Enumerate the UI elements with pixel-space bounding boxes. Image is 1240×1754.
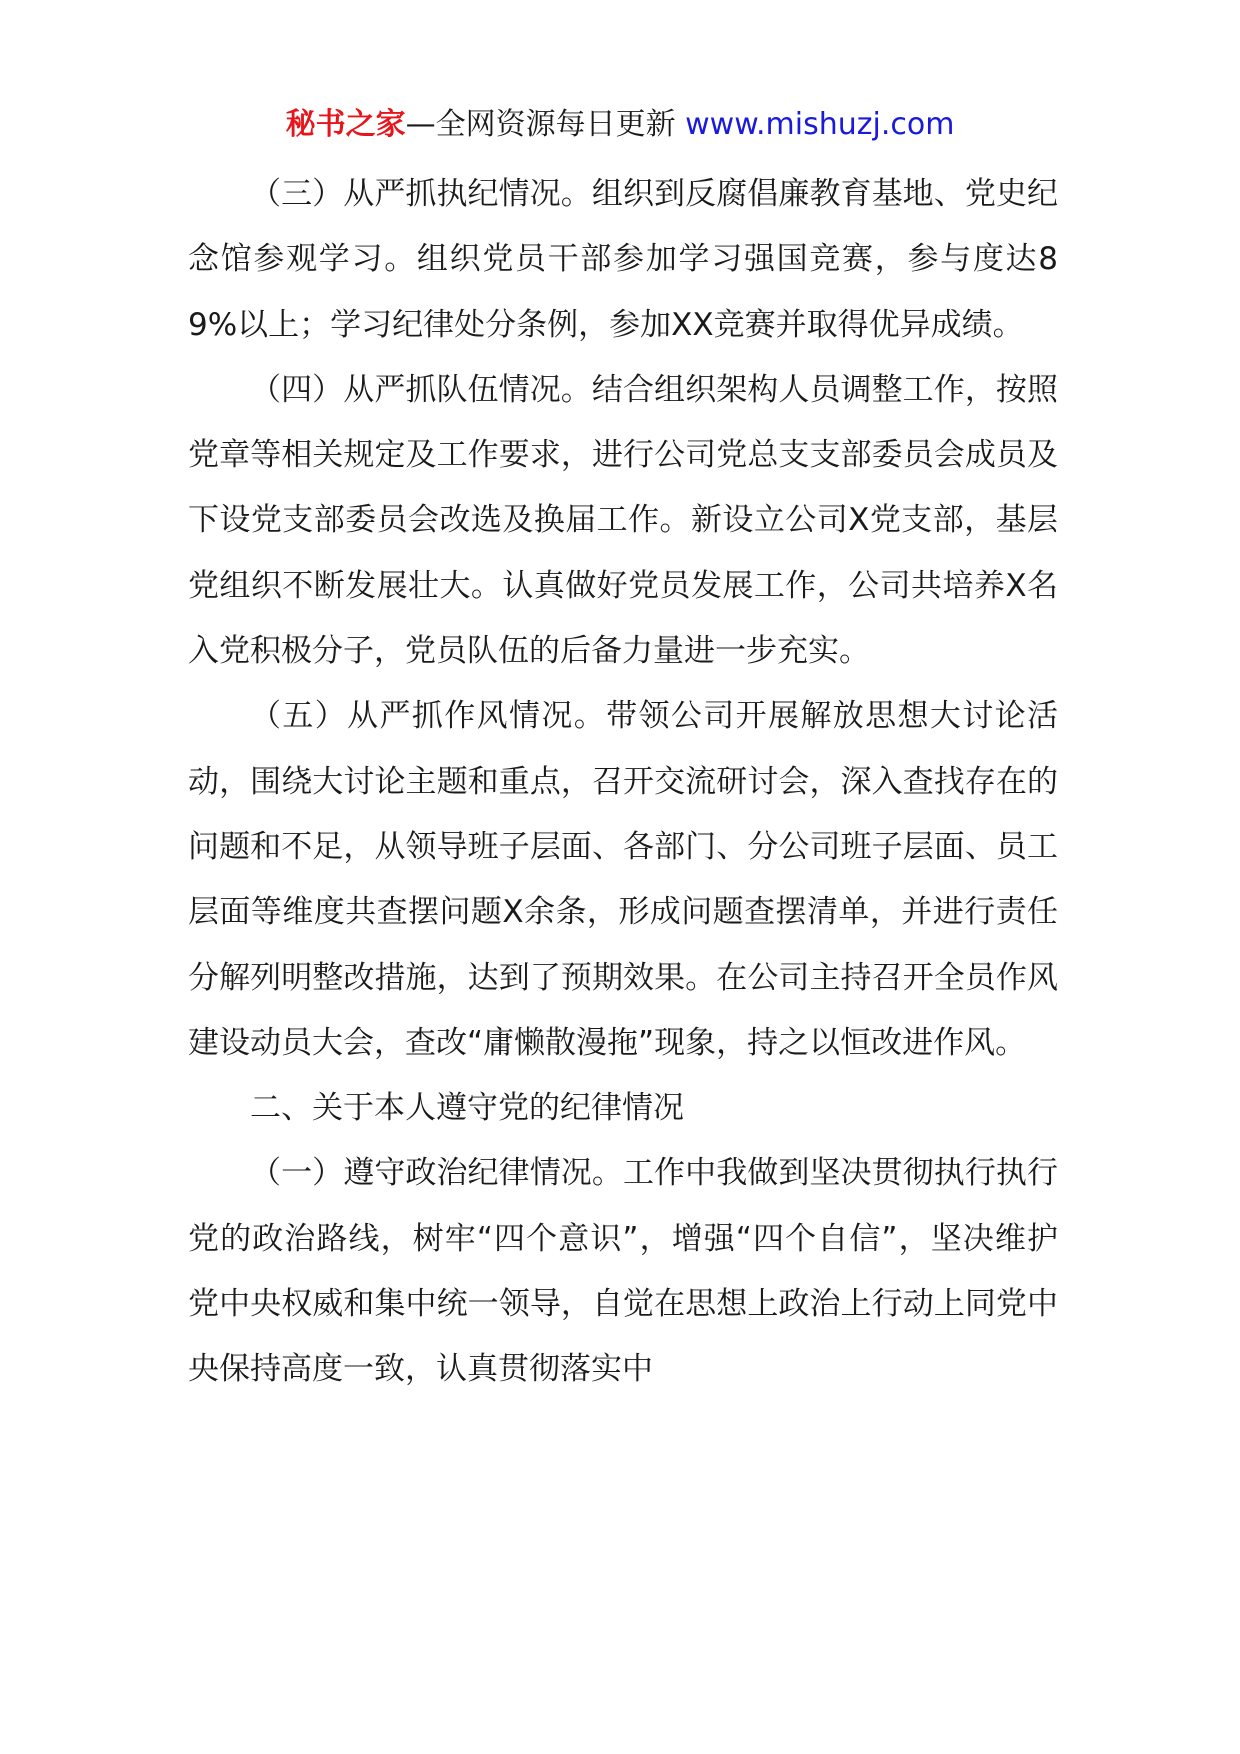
paragraph-section-4: （四）从严抓队伍情况。结合组织架构人员调整工作，按照党章等相关规定及工作要求，进行公司党总支支部委员会成员及下设党支部委员会改选及换届工作。新设立公司X党支部，基层党组织不断发展壮大。认真做好党员发展工作，公司共培养X名入党积极分子，党员队伍的后备力量进一步充实。 bbox=[188, 371, 1058, 670]
site-brand: 秘书之家 bbox=[285, 107, 406, 142]
site-slogan: —全网资源每日更新 bbox=[405, 107, 676, 142]
paragraph-section-5: （五）从严抓作风情况。带领公司开展解放思想大讨论活动，围绕大讨论主题和重点，召开交流研讨会，深入查找存在的问题和不足，从领导班子层面、各部门、分公司班子层面、员工层面等维度共查摆问题X余条，形成问题查摆清单，并进行责任分解列明整改措施，达到了预期效果。在公司主持召开全员作风建设动员大会，查改“庸懒散漫拖”现象，持之以恒改进作风。 bbox=[188, 698, 1058, 1061]
paragraph-section-3: （三）从严抓执纪情况。组织到反腐倡廉教育基地、党史纪念馆参观学习。组织党员干部参加学习强国竞赛，参与度达89%以上；学习纪律处分条例，参加XX竞赛并取得优异成绩。 bbox=[188, 176, 1058, 343]
site-header bbox=[0, 100, 1240, 150]
site-url-link[interactable]: www.mishuzj.com bbox=[685, 107, 955, 142]
document-body bbox=[188, 162, 1058, 1403]
paragraph-political-discipline: （一）遵守政治纪律情况。工作中我做到坚决贯彻执行执行党的政治路线，树牢“四个意识”，增强“四个自信”，坚决维护党中央权威和集中统一领导，自觉在思想上政治上行动上同党中央保持高度一致，认真贯彻落实中 bbox=[188, 1155, 1058, 1388]
section-heading-2: 二、关于本人遵守党的纪律情况 bbox=[250, 1090, 684, 1127]
